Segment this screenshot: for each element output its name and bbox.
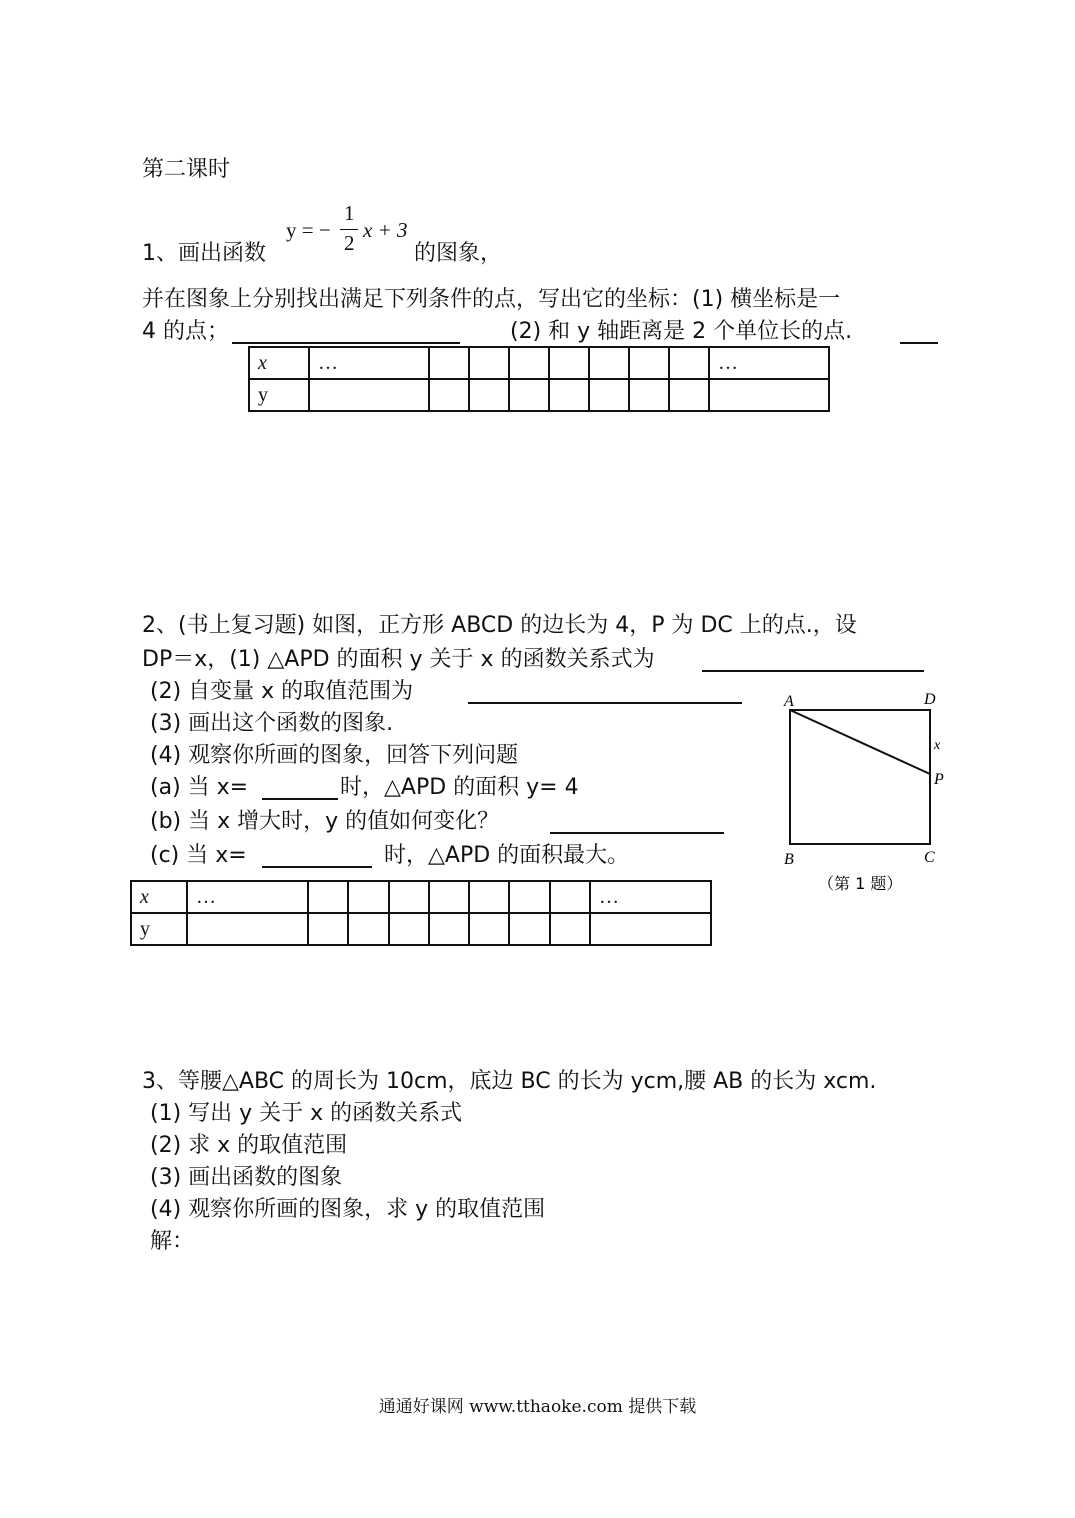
q2-cell[interactable] bbox=[509, 913, 549, 945]
q1-cell[interactable] bbox=[429, 379, 469, 411]
q2-cell[interactable] bbox=[469, 881, 509, 913]
q1-cell[interactable] bbox=[629, 379, 669, 411]
q1-cell[interactable] bbox=[469, 379, 509, 411]
label-c: C bbox=[924, 849, 935, 866]
q2-item3: (3) 画出这个函数的图象. bbox=[150, 711, 394, 736]
q2-item4: (4) 观察你所画的图象，回答下列问题 bbox=[150, 743, 519, 768]
q1-formula-lhs: y = − bbox=[286, 218, 331, 242]
q2-table-row-x bbox=[131, 881, 711, 913]
q2-c-prefix: (c) 当 x= bbox=[150, 843, 247, 868]
q2-value-table bbox=[130, 880, 712, 946]
q1-formula-numerator: 1 bbox=[344, 201, 355, 225]
q1-table-row-y bbox=[249, 379, 829, 411]
q2-domain-blank[interactable] bbox=[468, 680, 742, 704]
segment-ap bbox=[790, 710, 930, 774]
q1-cell[interactable] bbox=[509, 379, 549, 411]
q1-cell[interactable] bbox=[509, 347, 549, 379]
q1-cell[interactable] bbox=[709, 379, 829, 411]
square-outline bbox=[790, 710, 930, 844]
q3-item3: (3) 画出函数的图象 bbox=[150, 1165, 343, 1190]
q2-c-suffix: 时，△APD 的面积最大。 bbox=[384, 843, 630, 868]
q1-conditions-line: 并在图象上分别找出满足下列条件的点，写出它的坐标：(1) 横坐标是一 bbox=[142, 287, 841, 312]
q2-c-blank[interactable] bbox=[262, 844, 372, 868]
q2-cell[interactable] bbox=[348, 913, 388, 945]
q2-cell[interactable]: … bbox=[590, 881, 711, 913]
q2-b: (b) 当 x 增大时，y 的值如何变化？ bbox=[150, 809, 500, 834]
q1-cell[interactable] bbox=[309, 379, 429, 411]
q1-value-table bbox=[248, 346, 830, 412]
q1-formula-rhs: x + 3 bbox=[363, 218, 408, 242]
q2-cell[interactable] bbox=[389, 881, 429, 913]
square-abcd-figure bbox=[770, 686, 960, 896]
q1-formula-denominator: 2 bbox=[344, 231, 355, 255]
q2-function-blank[interactable] bbox=[702, 648, 924, 672]
label-a: A bbox=[784, 693, 794, 710]
q2-cell[interactable] bbox=[348, 881, 388, 913]
q2-b-blank[interactable] bbox=[550, 810, 724, 834]
q2-table-row-y bbox=[131, 913, 711, 945]
q2-cell[interactable] bbox=[469, 913, 509, 945]
q3-item4: (4) 观察你所画的图象，求 y 的取值范围 bbox=[150, 1197, 546, 1222]
q2-cell-y-header: y bbox=[131, 913, 187, 945]
q1-prefix: 1、画出函数 bbox=[142, 241, 266, 266]
q1-cell[interactable] bbox=[549, 379, 589, 411]
q2-a-suffix: 时，△APD 的面积 y= 4 bbox=[340, 775, 579, 800]
q3-line1: 3、等腰△ABC 的周长为 10cm，底边 BC 的长为 ycm,腰 AB 的长为 xcm. bbox=[142, 1069, 877, 1094]
label-b: B bbox=[784, 851, 794, 868]
q2-cell[interactable] bbox=[308, 913, 348, 945]
q2-item2: (2) 自变量 x 的取值范围为 bbox=[150, 679, 414, 704]
q2-cell[interactable] bbox=[550, 913, 590, 945]
q1-answer-blank-2[interactable] bbox=[900, 320, 938, 344]
q3-item1: (1) 写出 y 关于 x 的函数关系式 bbox=[150, 1101, 463, 1126]
figure-caption: （第 1 题） bbox=[818, 874, 903, 893]
q2-line2: DP＝x，(1) △APD 的面积 y 关于 x 的函数关系式为 bbox=[142, 647, 655, 672]
q3-item2: (2) 求 x 的取值范围 bbox=[150, 1133, 348, 1158]
q1-cell[interactable]: … bbox=[709, 347, 829, 379]
q1-cell-x-header: x bbox=[249, 347, 309, 379]
q2-cell[interactable] bbox=[509, 881, 549, 913]
q2-cell[interactable] bbox=[550, 881, 590, 913]
q1-cell[interactable] bbox=[589, 347, 629, 379]
q2-cell[interactable] bbox=[590, 913, 711, 945]
q2-cell[interactable] bbox=[187, 913, 308, 945]
q1-answer-blank-1[interactable] bbox=[232, 320, 460, 344]
label-d: D bbox=[924, 691, 936, 708]
q1-cell[interactable] bbox=[669, 379, 709, 411]
q1-table-row-x bbox=[249, 347, 829, 379]
q3-solution-label: 解： bbox=[150, 1229, 195, 1254]
q1-part1: 4 的点； bbox=[142, 319, 229, 344]
q1-cell[interactable] bbox=[469, 347, 509, 379]
q1-part2: (2) 和 y 轴距离是 2 个单位长的点. bbox=[510, 319, 853, 344]
q1-cell[interactable] bbox=[549, 347, 589, 379]
q1-suffix: 的图象， bbox=[414, 241, 503, 266]
q1-cell[interactable] bbox=[629, 347, 669, 379]
q2-cell[interactable] bbox=[308, 881, 348, 913]
footer-credit: 通通好课网 www.tthaoke.com 提供下载 bbox=[378, 1397, 697, 1417]
q1-cell[interactable] bbox=[589, 379, 629, 411]
lesson-title: 第二课时 bbox=[142, 157, 231, 182]
q2-cell[interactable]: … bbox=[187, 881, 308, 913]
q2-cell[interactable] bbox=[389, 913, 429, 945]
q1-cell[interactable] bbox=[669, 347, 709, 379]
q2-cell[interactable] bbox=[429, 913, 469, 945]
label-x: x bbox=[934, 738, 941, 753]
q2-line1: 2、(书上复习题) 如图，正方形 ABCD 的边长为 4，P 为 DC 上的点.，设 bbox=[142, 613, 857, 638]
q2-cell[interactable] bbox=[429, 881, 469, 913]
q1-cell[interactable]: … bbox=[309, 347, 429, 379]
fraction-bar bbox=[340, 229, 358, 230]
q1-cell[interactable] bbox=[429, 347, 469, 379]
q2-cell-x-header: x bbox=[131, 881, 187, 913]
q2-a-prefix: (a) 当 x= bbox=[150, 775, 249, 800]
label-p: P bbox=[934, 771, 944, 788]
q2-a-blank[interactable] bbox=[262, 776, 338, 800]
q1-cell-y-header: y bbox=[249, 379, 309, 411]
